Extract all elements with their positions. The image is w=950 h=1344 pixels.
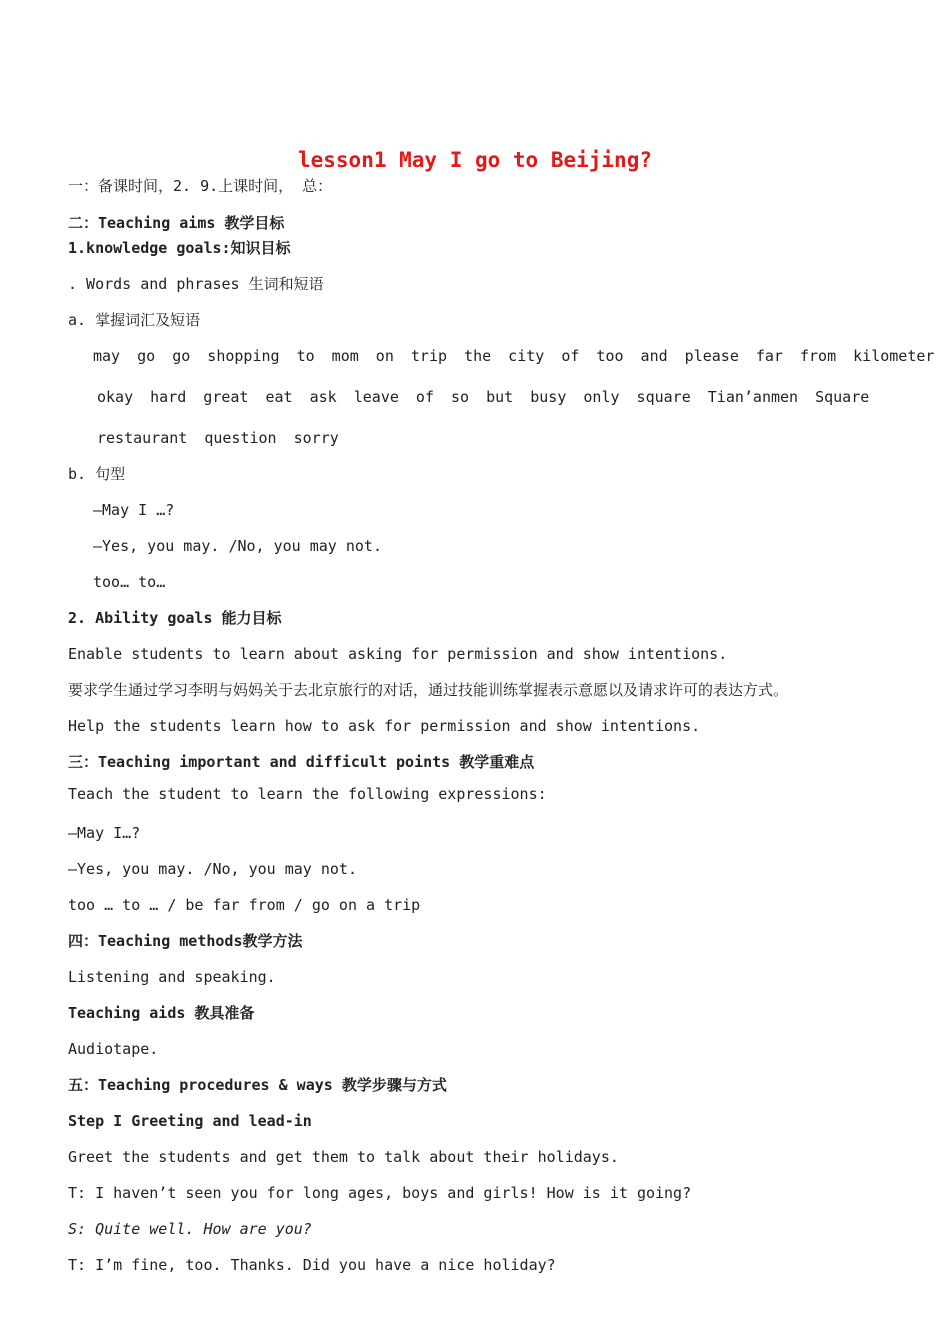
section-3-pattern-1: —May I…?	[68, 824, 141, 842]
sentence-pattern-3: too… to…	[93, 573, 166, 591]
vocab-row-1: may go go shopping to mom on trip the city of too and please far from kilometer	[93, 347, 935, 365]
dialog-line-1: T: I haven’t seen you for long ages, boys and girls! How is it going?	[68, 1184, 692, 1202]
ability-goals-chinese: 要求学生通过学习李明与妈妈关于去北京旅行的对话，通过技能训练掌握表示意愿以及请求许可的表达方式。	[68, 681, 789, 699]
knowledge-goals-heading: 1.knowledge goals:知识目标	[68, 239, 291, 257]
sentence-pattern-2: —Yes, you may. /No, you may not.	[93, 537, 382, 555]
section-4-heading: 四：Teaching methods教学方法	[68, 932, 303, 950]
vocab-row-3: restaurant question sorry	[97, 429, 339, 447]
section-5-heading: 五：Teaching procedures & ways 教学步骤与方式	[68, 1076, 447, 1094]
section-3-pattern-3: too … to … / be far from / go on a trip	[68, 896, 421, 914]
lesson-title: lesson1 May I go to Beijing?	[297, 148, 652, 172]
step-1-heading: Step I Greeting and lead-in	[68, 1112, 312, 1130]
section-3-text: Teach the student to learn the following expressions:	[68, 785, 547, 803]
sub-heading-b: b. 句型	[68, 465, 126, 483]
teaching-aids-text: Audiotape.	[68, 1040, 159, 1058]
prep-time-line: 一：备课时间，2. 9.上课时间， 总：	[68, 177, 333, 195]
dialog-line-2: S: Quite well. How are you?	[68, 1220, 312, 1238]
teaching-aids-heading: Teaching aids 教具准备	[68, 1004, 255, 1022]
dialog-line-3: T: I’m fine, too. Thanks. Did you have a nice holiday?	[68, 1256, 556, 1274]
ability-goals-english: Enable students to learn about asking for permission and show intentions.	[68, 645, 728, 663]
sentence-pattern-1: —May I …?	[93, 501, 175, 519]
vocab-row-2: okay hard great eat ask leave of so but busy only square Tian’anmen Square	[97, 388, 870, 406]
ability-goals-heading: 2. Ability goals 能力目标	[68, 609, 282, 627]
section-3-heading: 三：Teaching important and difficult points 教学重难点	[68, 753, 535, 771]
ability-goals-help: Help the students learn how to ask for permission and show intentions.	[68, 717, 701, 735]
section-2-heading: 二：Teaching aims 教学目标	[68, 214, 285, 232]
step-1-text: Greet the students and get them to talk about their holidays.	[68, 1148, 619, 1166]
words-phrases-heading: . Words and phrases 生词和短语	[68, 275, 324, 293]
section-4-text: Listening and speaking.	[68, 968, 276, 986]
section-3-pattern-2: —Yes, you may. /No, you may not.	[68, 860, 357, 878]
sub-heading-a: a. 掌握词汇及短语	[68, 311, 201, 329]
